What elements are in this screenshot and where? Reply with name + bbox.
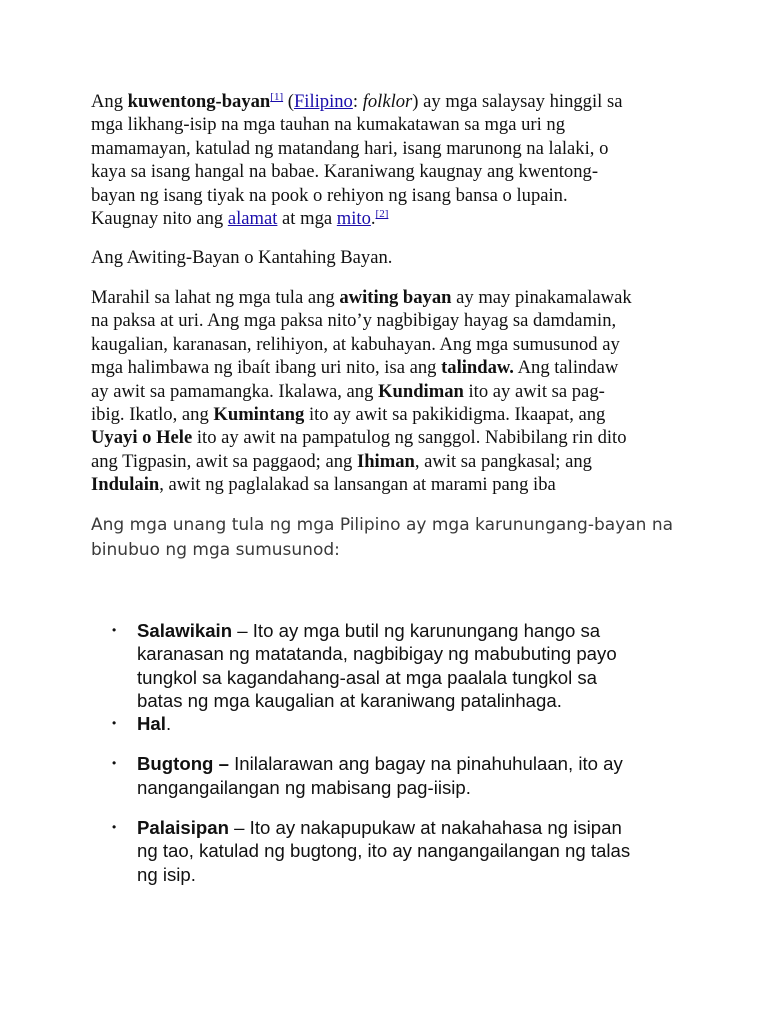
- text-span: mga halimbawa ng ibaít ibang uri nito, isa ang: [91, 357, 442, 379]
- list-item-bugtong: [112, 752, 672, 799]
- text-span: .: [370, 208, 376, 230]
- text-span: – Ito ay nakapupukaw at nakahahasa ng isipan: [228, 817, 622, 839]
- text-line: [91, 286, 681, 309]
- text-span: ibig. Ikatlo, ang: [91, 404, 214, 426]
- list-item-palaisipan: [112, 816, 672, 886]
- link-filipino[interactable]: Filipino: [293, 91, 353, 112]
- text-line: [91, 403, 681, 426]
- text-line: nangangailangan ng mabisang pag-iisip.: [137, 776, 471, 798]
- text-span: Ang: [91, 91, 128, 112]
- text-span: at mga: [277, 208, 337, 230]
- text-span: Ang talindaw: [513, 357, 619, 379]
- text-line: kaya sa isang hangal na babae. Karaniwang kaugnay ang kwentong-: [91, 161, 599, 183]
- bold-term: Salawikain: [137, 620, 233, 641]
- bold-term: Indulain: [91, 474, 160, 496]
- bold-term: Kumintang: [213, 404, 305, 426]
- text-line: [91, 473, 681, 496]
- paragraph-kuwentong-bayan: [91, 90, 681, 230]
- text-span: (: [283, 91, 294, 112]
- text-span: – Ito ay mga butil ng karunungang hango sa: [232, 620, 601, 641]
- bold-term: Kundiman: [378, 380, 464, 402]
- footnote-link-2[interactable]: [2]: [375, 208, 389, 221]
- list-item-salawikain: [112, 619, 672, 712]
- link-alamat[interactable]: alamat: [227, 208, 278, 230]
- text-span: ang Tigpasin, awit sa paggaod; ang: [91, 450, 357, 472]
- footnote-link-1[interactable]: [1]: [270, 91, 284, 103]
- bold-term: Ihiman: [356, 450, 415, 472]
- paragraph-awiting-bayan: [91, 286, 681, 497]
- text-line: mamamayan, katulad ng matandang hari, isang marunong na lalaki, o: [91, 137, 609, 159]
- text-line: bayan ng isang tiyak na pook o rehiyon ng isang bansa o lupain.: [91, 184, 568, 206]
- text-line: kaugalian, karanasan, relihiyon, at kabuhayan. Ang mga sumusunod ay: [91, 333, 620, 355]
- text-line: [91, 90, 681, 113]
- italic-term: folklor: [362, 91, 413, 112]
- text-span: ito ay awit na pampatulog ng sanggol. Nabibilang rin dito: [192, 427, 627, 449]
- text-span: , awit ng paglalakad sa lansangan at marami pang iba: [159, 474, 556, 496]
- text-line: na paksa at uri. Ang mga paksa nito’y nagbibigay hayag sa damdamin,: [91, 310, 617, 332]
- text-line: karanasan ng matatanda, nagbibigay ng mabubuting payo: [137, 643, 617, 665]
- bold-term: talindaw.: [441, 357, 514, 379]
- bold-term: Bugtong –: [137, 753, 229, 775]
- paragraph-karunungang-bayan-intro: [91, 513, 691, 563]
- text-span: Inilalarawan ang bagay na pinahuhulaan, ito ay: [228, 753, 623, 775]
- text-line: ng tao, katulad ng bugtong, ito ay nangangailangan ng talas: [137, 840, 631, 862]
- text-span: Kaugnay nito ang: [91, 208, 228, 230]
- link-mito[interactable]: mito: [336, 208, 371, 230]
- karunungang-bayan-list: [112, 619, 672, 886]
- text-span: ay awit sa pamamangka. Ikalawa, ang: [91, 380, 379, 402]
- bullet-icon: •: [112, 756, 117, 771]
- text-line: mga likhang-isip na mga tauhan na kumakatawan sa mga uri ng: [91, 114, 566, 136]
- text-line: Ang mga unang tula ng mga Pilipino ay mga karunungang-bayan na: [91, 515, 674, 535]
- text-line: [91, 426, 681, 449]
- text-line: Ang Awiting-Bayan o Kantahing Bayan.: [91, 247, 393, 268]
- text-line: [137, 712, 672, 735]
- text-line: [137, 619, 672, 642]
- text-span: :: [352, 91, 363, 112]
- text-line: [91, 207, 681, 230]
- bold-term: Palaisipan: [137, 817, 229, 839]
- bullet-icon: •: [112, 716, 117, 731]
- text-span: Marahil sa lahat ng mga tula ang: [91, 287, 340, 308]
- text-span: ay may pinakamalawak: [451, 287, 632, 308]
- text-span: ) ay mga salaysay hinggil sa: [412, 91, 623, 112]
- text-line: [137, 816, 672, 839]
- text-line: [91, 356, 681, 379]
- text-line: binubuo ng mga sumusunod:: [91, 540, 340, 560]
- list-item-hal: [112, 712, 672, 735]
- text-span: .: [165, 713, 172, 735]
- text-span: , awit sa pangkasal; ang: [414, 450, 592, 472]
- text-span: ito ay awit sa pakikidigma. Ikaapat, ang: [304, 404, 606, 426]
- paragraph-awiting-bayan-heading: [91, 246, 681, 269]
- bullet-icon: •: [112, 820, 117, 835]
- bold-term: kuwentong-bayan: [127, 91, 271, 112]
- bold-term: Hal: [137, 713, 166, 735]
- bold-term: awiting bayan: [339, 287, 452, 308]
- text-span: ito ay awit sa pag-: [463, 380, 605, 402]
- text-line: batas ng mga kaugalian at karaniwang patalinhaga.: [137, 689, 562, 711]
- text-line: ng isip.: [137, 863, 196, 885]
- text-line: [91, 380, 681, 403]
- bold-term: Uyayi o Hele: [91, 427, 193, 449]
- text-line: [137, 752, 672, 775]
- text-line: tungkol sa kagandahang-asal at mga paalala tungkol sa: [137, 666, 598, 688]
- bullet-icon: •: [112, 623, 117, 637]
- text-line: [91, 450, 681, 473]
